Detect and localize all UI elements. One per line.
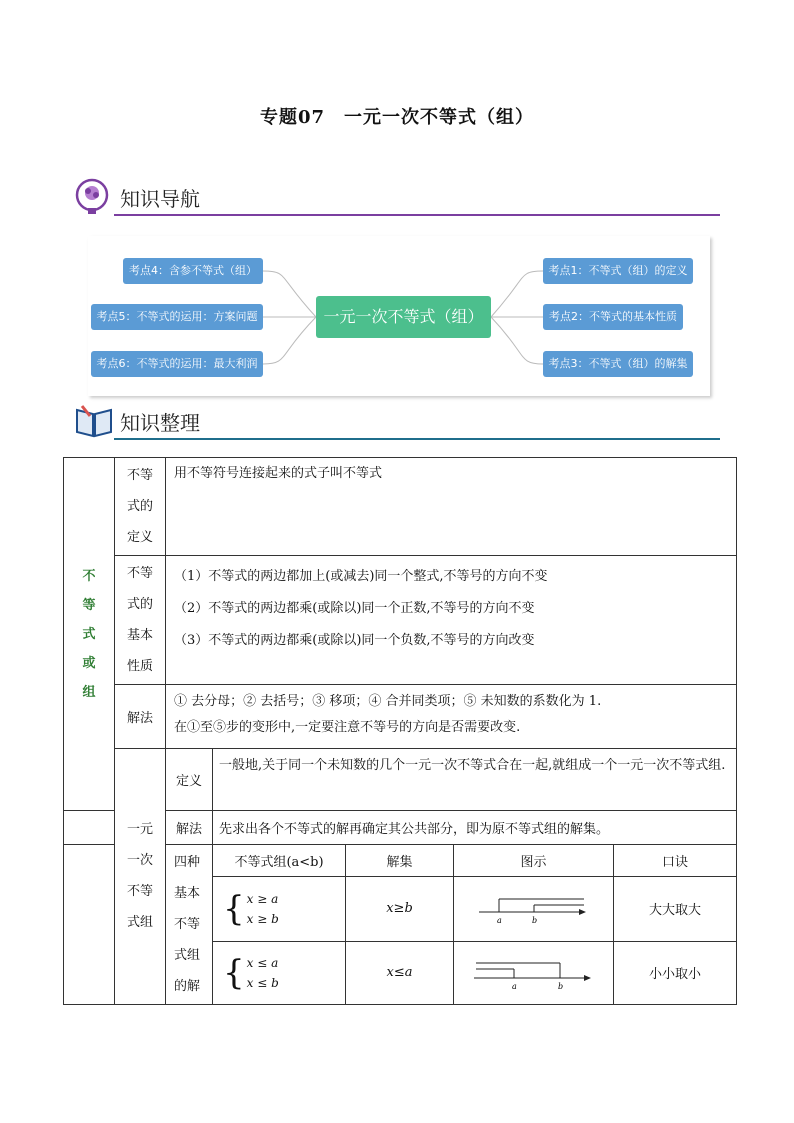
header-cell: 口诀	[614, 845, 737, 877]
mind-node-3: 考点3：不等式（组）的解集	[543, 351, 693, 377]
ineq-2: x ≥ b	[246, 911, 279, 926]
rule-cell: 大大取大	[614, 877, 737, 941]
tick-a: a	[512, 981, 517, 991]
figure-cell	[454, 877, 614, 941]
method-steps: ① 去分母；② 去括号；③ 移项；④ 合并同类项；⑤ 未知数的系数化为 1.	[174, 694, 602, 709]
property-2: （2）不等式的两边都乘(或除以)同一个正数,不等号的方向不变	[174, 601, 535, 616]
sol-text: 先求出各个不等式的解再确定其公共部分，即为原不等式组的解集。	[219, 822, 610, 837]
four-label: 四种基本不等式组的解	[174, 855, 201, 994]
category-label: 不等式或组	[82, 568, 96, 700]
section-title: 知识整理	[120, 411, 200, 435]
content-cell	[166, 458, 737, 556]
header-cell: 图示	[454, 845, 614, 877]
header-cell: 解集	[346, 845, 454, 877]
category-cell	[64, 458, 115, 811]
section-header-navigation	[74, 178, 720, 218]
system	[213, 889, 345, 929]
ineq-2: x ≤ b	[246, 975, 279, 990]
solution-cell: x≤a	[346, 941, 454, 1004]
page-title: 专题07 一元一次不等式（组）	[259, 107, 535, 128]
ineq-1: x ≤ a	[246, 955, 279, 970]
number-line-figure	[454, 887, 613, 927]
row-label: 不等式的定义	[126, 468, 153, 545]
system	[213, 953, 345, 993]
mind-node-6: 考点6：不等式的运用：最大利润	[91, 351, 263, 377]
mind-center: 一元一次不等式（组）	[316, 296, 491, 338]
method-list	[166, 685, 736, 745]
sol-label-cell	[166, 811, 213, 845]
property-3: （3）不等式的两边都乘(或除以)同一个负数,不等号的方向改变	[174, 633, 535, 648]
mind-node-5: 考点5：不等式的运用：方案问题	[91, 304, 263, 330]
header-cell: 不等式组(a<b)	[213, 845, 346, 877]
mind-node-2: 考点2：不等式的基本性质	[543, 304, 683, 330]
def-text-cell	[213, 749, 737, 811]
row-label: 不等式的基本性质	[126, 566, 153, 674]
group-cell	[115, 749, 166, 1005]
property-1: （1）不等式的两边都加上(或减去)同一个整式,不等号的方向不变	[174, 569, 548, 584]
method-note: 在①至⑤步的变形中,一定要注意不等号的方向是否需要改变.	[174, 720, 521, 735]
system-cell	[213, 877, 346, 941]
tick-b: b	[532, 915, 538, 925]
ineq-1: x ≥ a	[246, 891, 279, 906]
mind-node-1: 考点1：不等式（组）的定义	[543, 258, 693, 284]
sol-label: 解法	[175, 822, 202, 837]
tick-a: a	[497, 915, 502, 925]
brain-icon	[74, 178, 110, 214]
system-cell	[213, 941, 346, 1004]
label-cell	[115, 458, 166, 556]
number-line-figure	[454, 951, 613, 991]
label-cell	[115, 556, 166, 685]
def-label: 定义	[175, 774, 202, 789]
four-label-cell	[166, 845, 213, 1005]
knowledge-table	[63, 457, 737, 1005]
divider	[114, 438, 720, 440]
figure-cell	[454, 941, 614, 1004]
brace: {	[223, 888, 245, 929]
content-cell	[166, 556, 737, 685]
rule-cell: 小小取小	[614, 941, 737, 1004]
blank-cell	[64, 845, 115, 1005]
book-icon	[74, 402, 114, 438]
group-label: 一元一次不等式组	[126, 822, 153, 930]
section-title: 知识导航	[120, 187, 200, 211]
mind-node-4: 考点4：含参不等式（组）	[123, 258, 263, 284]
row-text: 用不等符号连接起来的式子叫不等式	[174, 466, 383, 481]
tick-b: b	[558, 981, 564, 991]
section-header-summary	[74, 402, 720, 442]
content-cell	[166, 685, 737, 749]
blank-cell	[64, 811, 115, 845]
solution-cell: x≥b	[346, 877, 454, 941]
row-label: 解法	[126, 711, 153, 726]
divider	[114, 214, 720, 216]
label-cell	[115, 685, 166, 749]
sol-text-cell	[213, 811, 737, 845]
mind-map	[88, 236, 710, 396]
def-label-cell	[166, 749, 213, 811]
brace: {	[223, 952, 245, 993]
property-list	[166, 556, 736, 662]
def-text: 一般地,关于同一个未知数的几个一元一次不等式合在一起,就组成一个一元一次不等式组.	[219, 758, 726, 773]
